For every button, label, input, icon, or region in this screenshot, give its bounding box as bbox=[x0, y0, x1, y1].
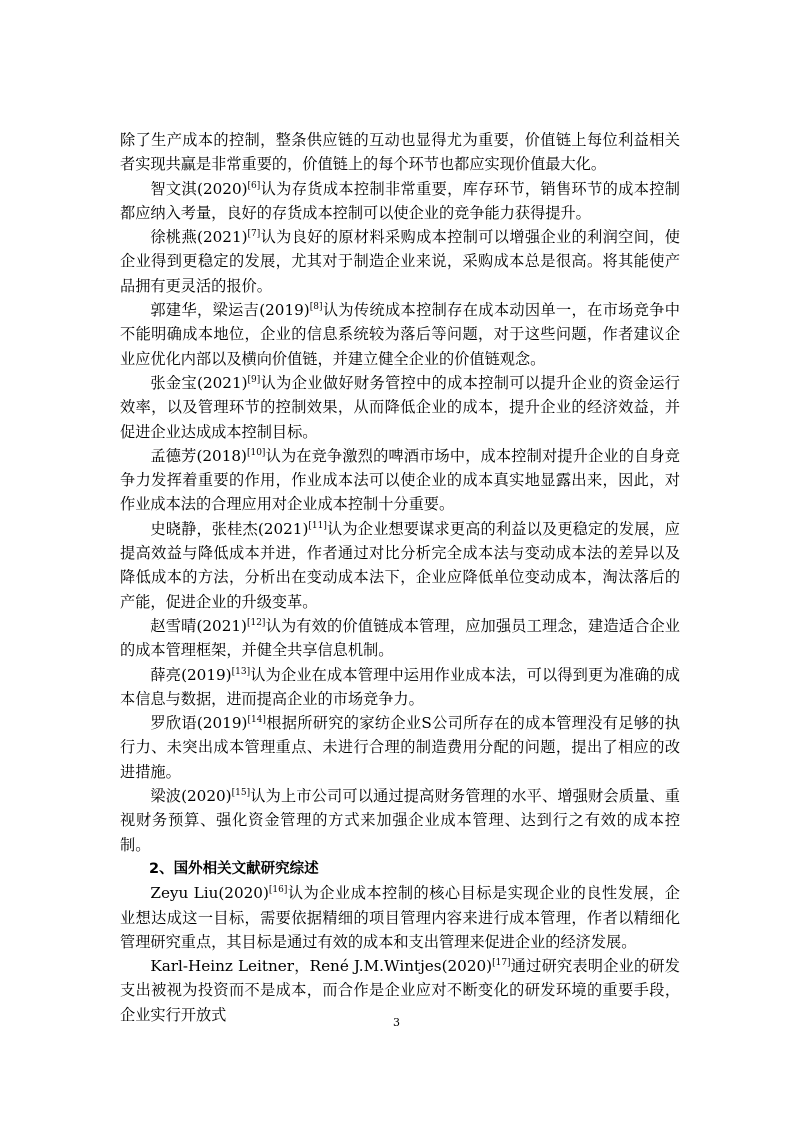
citation-author: 张金宝(2021) bbox=[150, 373, 248, 392]
paragraph-text: 认为传统成本控制存在成本动因单一，在市场竞争中不能明确成本地位，企业的信息系统较为落后等问题，对于这些问题，作者建议企业应优化内部以及横向价值链，并建立健全企业的价值链观念。 bbox=[120, 301, 680, 368]
paragraph bbox=[120, 177, 680, 226]
page-number: 3 bbox=[393, 1016, 400, 1029]
citation-ref[interactable]: [16] bbox=[268, 885, 288, 896]
citation-author: 梁波(2020) bbox=[150, 787, 232, 806]
paragraph-text: 认为企业想要谋求更高的利益以及更稳定的发展，应提高效益与降低成本并进，作者通过对比分析完全成本法与变动成本法的差异以及降低成本的方法，分析出在变动成本法下，企业应降低单位变动成本，淘汰落后的产能，促进企业的升级变革。 bbox=[120, 519, 680, 611]
paragraph-text: 认为良好的原材料采购成本控制可以增强企业的利润空间，使企业得到更稳定的发展，尤其对于制造企业来说，采购成本总是很高。将其能使产品拥有更灵活的报价。 bbox=[120, 228, 680, 295]
citation-ref[interactable]: [11] bbox=[308, 520, 327, 531]
paragraph: 除了生产成本的控制，整条供应链的互动也显得尤为重要，价值链上每位利益相关者实现共赢是非常重要的，价值链上的每个环节也都应实现价值最大化。 bbox=[120, 131, 680, 174]
citation-author: 薛亮(2019) bbox=[150, 665, 232, 684]
citation-ref[interactable]: [12] bbox=[246, 617, 266, 628]
paragraph-text: 认为企业成本控制的核心目标是实现企业的良性发展，企业想达成这一目标，需要依据精细的项目管理内容来进行成本管理，作者以精细化管理研究重点，其目标是通过有效的成本和支出管理来促进企业的经济发展。 bbox=[120, 884, 680, 951]
paragraph bbox=[120, 517, 680, 614]
paragraph bbox=[120, 881, 680, 954]
paragraph bbox=[120, 225, 680, 298]
citation-author: Zeyu Liu(2020) bbox=[150, 884, 269, 903]
paragraph-text: 认为上市公司可以通过提高财务管理的水平、增强财会质量、重视财务预算、强化资金管理的方式来加强企业成本管理、达到行之有效的成本控制。 bbox=[120, 787, 680, 854]
citation-ref[interactable]: [9] bbox=[247, 374, 261, 385]
citation-ref[interactable]: [15] bbox=[231, 787, 251, 798]
citation-author: Karl-Heinz Leitner，René J.M.Wintjes(2020) bbox=[150, 957, 493, 976]
citation-author: 赵雪晴(2021) bbox=[150, 616, 247, 635]
citation-author: 徐桃燕(2021) bbox=[150, 228, 248, 247]
paragraph-text: 认为企业在成本管理中运用作业成本法，可以得到更为准确的成本信息与数据，进而提高企业的市场竞争力。 bbox=[120, 665, 680, 708]
citation-author: 智文淇(2020) bbox=[150, 179, 248, 198]
citation-ref[interactable]: [13] bbox=[231, 666, 251, 677]
paragraph bbox=[120, 444, 680, 517]
paragraph-text: 认为有效的价值链成本管理，应加强员工理念，建造适合企业的成本管理框架，并健全共享信息机制。 bbox=[120, 616, 680, 660]
citation-ref[interactable]: [7] bbox=[247, 229, 261, 240]
paragraph bbox=[120, 663, 680, 712]
citation-author: 孟德芳(2018) bbox=[150, 446, 247, 465]
citation-ref[interactable]: [17] bbox=[492, 958, 511, 969]
citation-author: 罗欣语(2019) bbox=[150, 714, 248, 733]
paragraph bbox=[120, 784, 680, 857]
citation-author: 郭建华，梁运吉(2019) bbox=[150, 301, 310, 320]
paragraph-text: 根据所研究的家纺企业S公司所存在的成本管理没有足够的执行力、未突出成本管理重点、未进行合理的制造费用分配的问题，提出了相应的改进措施。 bbox=[120, 714, 680, 781]
citation-ref[interactable]: [8] bbox=[309, 302, 323, 313]
paragraph-text: 认为企业做好财务管控中的成本控制可以提升企业的资金运行效率，以及管理环节的控制效果，从而降低企业的成本，提升企业的经济效益，并促进企业达成成本控制目标。 bbox=[120, 373, 680, 441]
paragraph-text: 通过研究表明企业的研发支出被视为投资而不是成本，而合作是企业应对不断变化的研发环境的重要手段，企业实行开放式 bbox=[120, 957, 680, 1024]
body-text bbox=[120, 128, 680, 1027]
paragraph bbox=[120, 371, 680, 444]
paragraph-text: 认为在竞争激烈的啤酒市场中，成本控制对提升企业的自身竞争力发挥着重要的作用，作业成本法可以使企业的成本真实地显露出来，因此，对作业成本法的合理应用对企业成本控制十分重要。 bbox=[120, 446, 680, 514]
paragraph bbox=[120, 298, 680, 371]
citation-ref[interactable]: [14] bbox=[247, 715, 266, 726]
paragraph bbox=[120, 711, 680, 784]
paragraph-text: 认为存货成本控制非常重要，库存环节，销售环节的成本控制都应纳入考量，良好的存货成本控制可以使企业的竞争能力获得提升。 bbox=[120, 179, 680, 222]
citation-ref[interactable]: [10] bbox=[246, 447, 266, 458]
citation-author: 史晓静，张桂杰(2021) bbox=[150, 519, 309, 538]
citation-ref[interactable]: [6] bbox=[247, 180, 261, 191]
paragraph bbox=[120, 614, 680, 663]
section-heading: 2、国外相关文献研究综述 bbox=[149, 860, 319, 877]
